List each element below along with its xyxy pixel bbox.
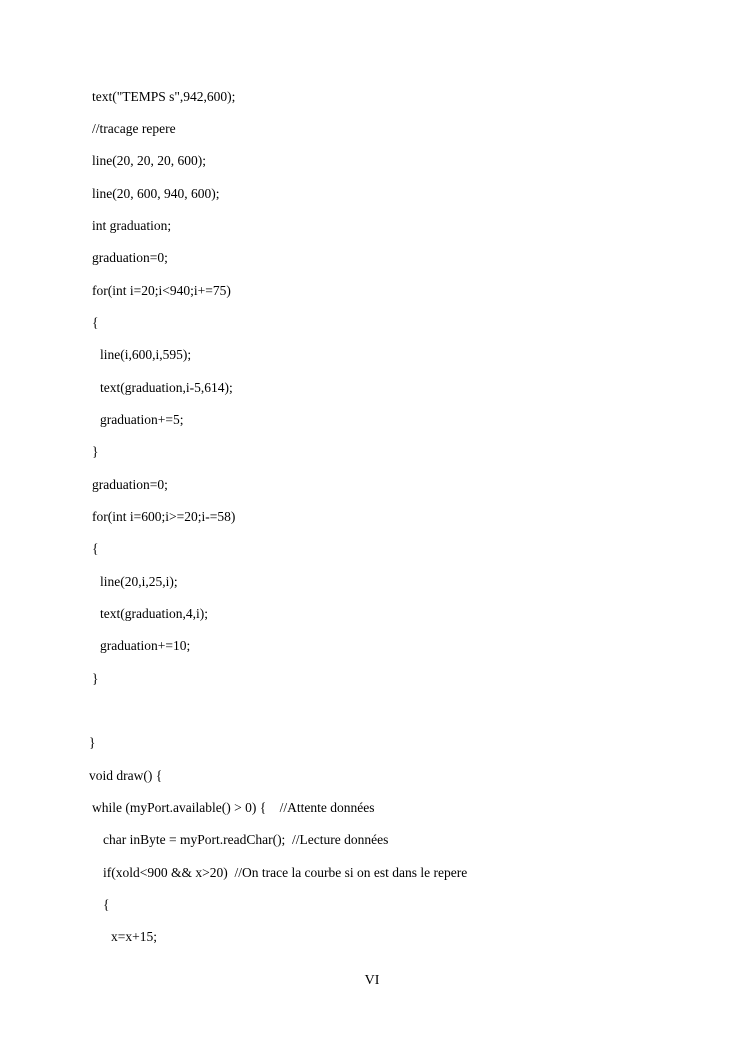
page-number: VI — [364, 973, 380, 988]
code-line: x=x+15; — [111, 929, 157, 944]
code-line: line(20,i,25,i); — [100, 574, 178, 589]
code-line: line(20, 20, 20, 600); — [92, 153, 206, 168]
code-line: } — [89, 735, 96, 750]
code-line: graduation=0; — [92, 477, 168, 492]
code-line: { — [92, 315, 99, 330]
code-line: while (myPort.available() > 0) { //Attente données — [92, 800, 375, 815]
code-line: for(int i=600;i>=20;i-=58) — [92, 509, 236, 524]
code-line: { — [92, 541, 99, 556]
code-line: void draw() { — [89, 768, 163, 783]
code-line: char inByte = myPort.readChar(); //Lecture données — [103, 832, 389, 847]
code-line: } — [92, 671, 99, 686]
code-line: graduation+=5; — [100, 412, 184, 427]
code-line: { — [103, 897, 110, 912]
code-line: graduation+=10; — [100, 638, 191, 653]
code-line: text(graduation,4,i); — [100, 606, 208, 621]
code-line: //tracage repere — [92, 121, 176, 136]
code-line: } — [92, 444, 99, 459]
code-line: if(xold<900 && x>20) //On trace la courbe si on est dans le repere — [103, 865, 468, 880]
code-line: text("TEMPS s",942,600); — [92, 89, 236, 104]
code-line: line(20, 600, 940, 600); — [92, 186, 220, 201]
code-line: text(graduation,i-5,614); — [100, 380, 233, 395]
code-line: int graduation; — [92, 218, 172, 233]
code-line: for(int i=20;i<940;i+=75) — [92, 283, 231, 298]
code-line: line(i,600,i,595); — [100, 347, 192, 362]
code-line: graduation=0; — [92, 250, 168, 265]
